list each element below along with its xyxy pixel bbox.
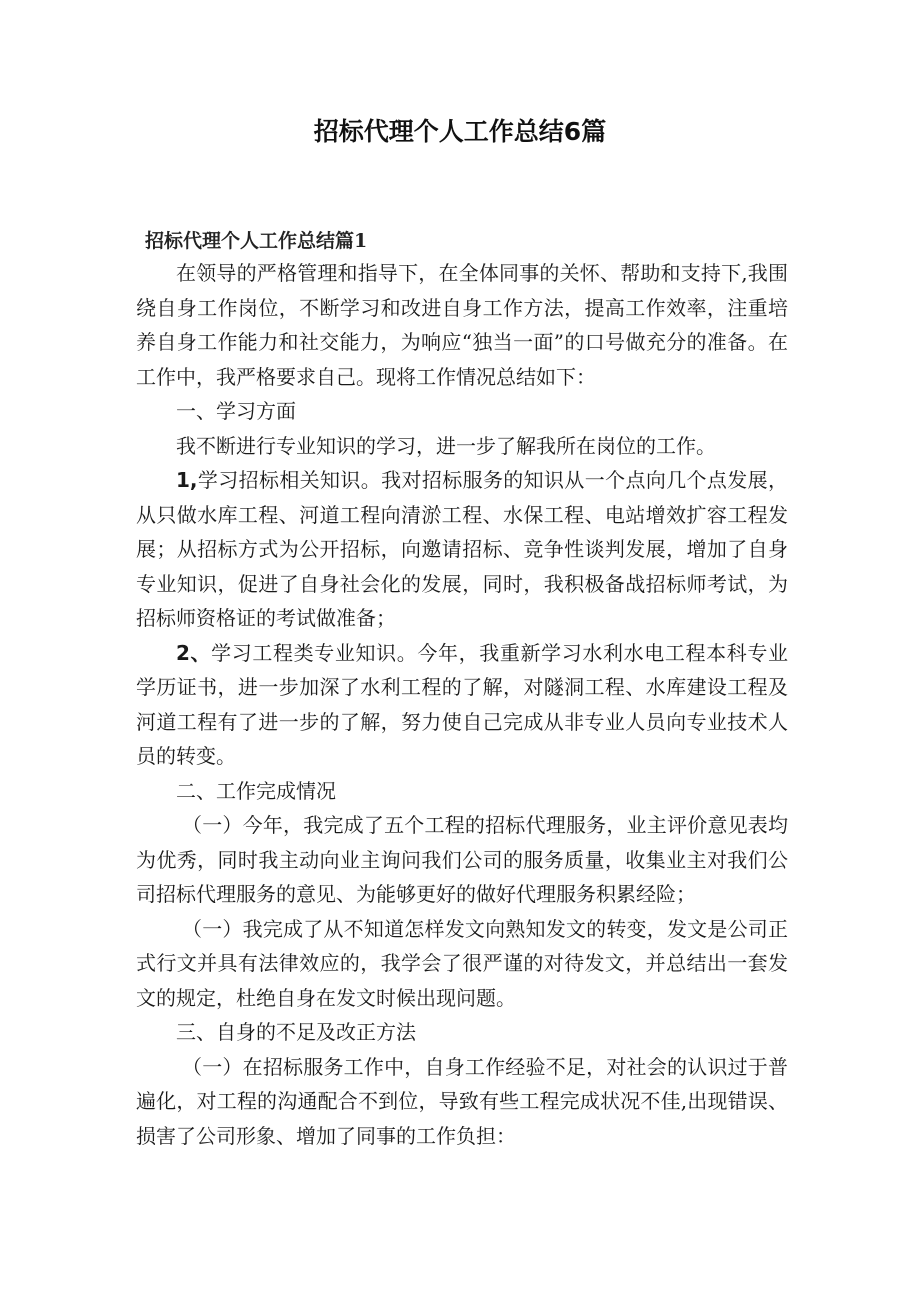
intro-paragraph: 在领导的严格管理和指导下，在全体同事的关怀、帮助和支持下,我围绕自身工作岗位，不断学习和改进自身工作方法，提高工作效率，注重培养自身工作能力和社交能力，为响应“独当一面”的口号做充分的准备。在工作中，我严格要求自己。现将工作情况总结如下： — [136, 261, 788, 389]
study-item-2 — [136, 636, 788, 774]
study-item-1 — [136, 463, 788, 636]
document-body — [136, 256, 788, 1153]
work-paragraph-2: （一）我完成了从不知道怎样发文向熟知发文的转变，发文是公司正式行文并具有法律效应的，我学会了很严谨的对待发文，并总结出一套发文的规定，杜绝自身在发文时候出现问题。 — [136, 916, 788, 1010]
section-title: 招标代理个人工作总结篇1 — [145, 230, 368, 252]
study-item-1-text: 学习招标相关知识。我对招标服务的知识从一个点向几个点发展，从只做水库工程、河道工程向清淤工程、水保工程、电站增效扩容工程发展；从招标方式为公开招标，向邀请招标、竞争性谈判发展，增加了自身专业知识，促进了自身社会化的发展，同时，我积极备战招标师考试，为招标师资格证的考试做准备； — [136, 468, 788, 630]
document-title: 招标代理个人工作总结6篇 — [313, 117, 607, 146]
study-intro-paragraph: 我不断进行专业知识的学习，进一步了解我所在岗位的工作。 — [176, 433, 716, 458]
heading-study: 一、学习方面 — [176, 399, 296, 423]
heading-shortcomings: 三、自身的不足及改正方法 — [176, 1020, 416, 1044]
study-item-2-number: 2、 — [176, 640, 212, 665]
study-item-2-text: 学习工程类专业知识。今年，我重新学习水利水电工程本科专业学历证书，进一步加深了水利工程的了解，对隧洞工程、水库建设工程及河道工程有了进一步的了解，努力使自己完成从非专业人员向专业技术人员的转变。 — [136, 640, 789, 768]
study-item-1-number: 1, — [176, 468, 198, 492]
heading-work: 二、工作完成情况 — [176, 778, 336, 803]
shortcoming-paragraph-1: （一）在招标服务工作中，自身工作经验不足，对社会的认识过于普遍化，对工程的沟通配合不到位，导致有些工程完成状况不佳,出现错误、损害了公司形象、增加了同事的工作负担： — [136, 1054, 788, 1148]
work-paragraph-1: （一）今年，我完成了五个工程的招标代理服务，业主评价意见表均为优秀，同时我主动向业主询问我们公司的服务质量，收集业主对我们公司招标代理服务的意见、为能够更好的做好代理服务积累经险； — [136, 813, 788, 906]
